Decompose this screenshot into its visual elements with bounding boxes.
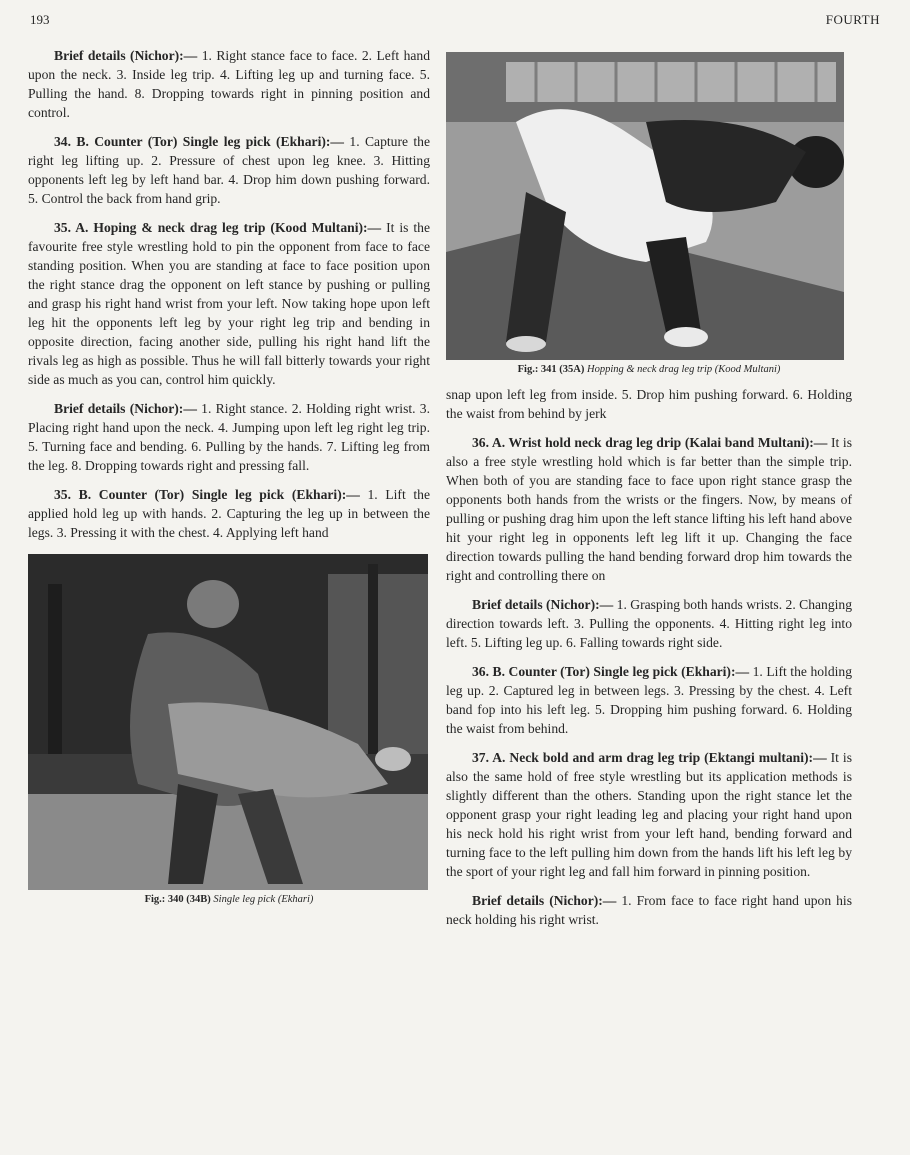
paragraph-heading: Brief details (Nichor):— [54,401,197,416]
paragraph-body: 1. Right stance. 2. Holding right wrist. 3. Placing right hand upon the neck. 4. Jumping upon left leg right leg trip. 5. Turning face and bending. 6. Pulling by the hands. 7. Lifting leg from the leg. 8. Dropping towards right and pressing fall. [28,401,430,473]
running-head: FOURTH [825,12,880,27]
paragraph-heading: 35. B. Counter (Tor) Single leg pick (Ekhari):— [54,487,360,502]
paragraph-body: 1. Capture the right leg lifting up. 2. Pressure of chest upon leg knee. 3. Hitting opponents left leg by left hand bar. 4. Drop him down pushing forward. 5. Control the back from hand grip. [28,134,431,206]
paragraph-body: 1. Grasping both hands wrists. 2. Changing direction towards left. 3. Pulling the opponents. 4. Hitting right leg into left. 5. Lifting leg up. 6. Falling towards right side. [446,597,852,650]
paragraph-heading: Brief details (Nichor):— [472,893,617,908]
figure-341-photo [446,52,844,360]
figure-label: Fig.: 340 (34B) [144,894,211,905]
figure-title: Hopping & neck drag leg trip (Kood Multani) [584,364,781,375]
paragraph-body: It is the favourite free style wrestling hold to pin the opponent from face to face standing position. When you are standing at face to face position upon the right stance drag the opponent on left stance by pushing or pulling and grasp his right hand wrist from your left. Now taking hope upon left leg hit the opponents left leg by your right leg trip and bending in opposite direction, facing another side, pulling his right hand lift the rivals leg as high as possible. Thus he will fall bitterly towards your right side as much as you can, control him quickly. [28,220,430,387]
paragraph-heading: Brief details (Nichor):— [472,597,614,612]
left-column [28,46,430,915]
figure-title: Single leg pick (Ekhari) [210,894,314,905]
paragraph [28,485,430,542]
paragraph-body: 1. Right stance face to face. 2. Left hand upon the neck. 3. Inside leg trip. 4. Lifting leg up and turning face. 5. Pulling the hand. 8. Dropping towards right in pinning position and control. [28,48,430,120]
paragraph-heading: 36. B. Counter (Tor) Single leg pick (Ekhari):— [472,664,750,679]
paragraph [446,433,852,585]
paragraph [446,662,852,738]
figure-label: Fig.: 341 (35A) [517,364,585,375]
paragraph [28,46,430,122]
paragraph-heading: 35. A. Hoping & neck drag leg trip (Kood Multani):— [54,220,382,235]
paragraph-body: snap upon left leg from inside. 5. Drop him pushing forward. 6. Holding the waist from behind by jerk [446,387,852,421]
right-column [446,52,852,939]
paragraph [446,385,852,423]
paragraph-heading: 36. A. Wrist hold neck drag leg drip (Kalai band Multani):— [472,435,828,450]
paragraph-body: It is also a free style wrestling hold which is far better than the simple trip. When both of you are standing face to face upon right stance grasp the opponents both hands from the wrists or the fingers. Now, by means of pulling or pushing drag him upon the left stance lifting his left hand above hit your right leg in opponents left leg lift it up. Changing the face direction towards pulling the hand bending forward drop him towards the right and controlling there on [446,435,853,583]
paragraph-body: 1. Lift the holding leg up. 2. Captured leg in between legs. 3. Pressing by the chest. 4. Left band fop into his left leg. 5. Dropping him pushing forward. 6. Holding the waist from behind. [446,664,852,736]
figure-341-caption [446,364,852,375]
paragraph-heading: Brief details (Nichor):— [54,48,198,63]
paragraph [446,891,852,929]
paragraph [28,132,430,208]
paragraph [28,218,430,389]
paragraph-body: 1. Lift the applied hold leg up with hands. 2. Capturing the leg up in between the legs. 3. Pressing it with the chest. 4. Applying left hand [28,487,430,540]
paragraph-heading: 34. B. Counter (Tor) Single leg pick (Ekhari):— [54,134,344,149]
paragraph-heading: 37. A. Neck bold and arm drag leg trip (Ektangi multani):— [472,750,827,765]
paragraph-body: It is also the same hold of free style wrestling but its application methods is slightly different than the others. Standing upon the right stance let the opponent grasp your right leading leg and placing your right hand upon his neck hold his right wrist from your left hand, bending forward and turning face to the left pulling him down from the hands lift his left leg by the sport of your right leg and fall him forward in pinning position. [446,750,852,879]
figure-340-photo [28,554,428,890]
paragraph [446,748,852,881]
paragraph-body: 1. From face to face right hand upon his neck holding his right wrist. [446,893,852,927]
page-number: 193 [30,12,50,27]
paragraph [28,399,430,475]
paragraph [446,595,852,652]
figure-340-caption [28,894,430,905]
